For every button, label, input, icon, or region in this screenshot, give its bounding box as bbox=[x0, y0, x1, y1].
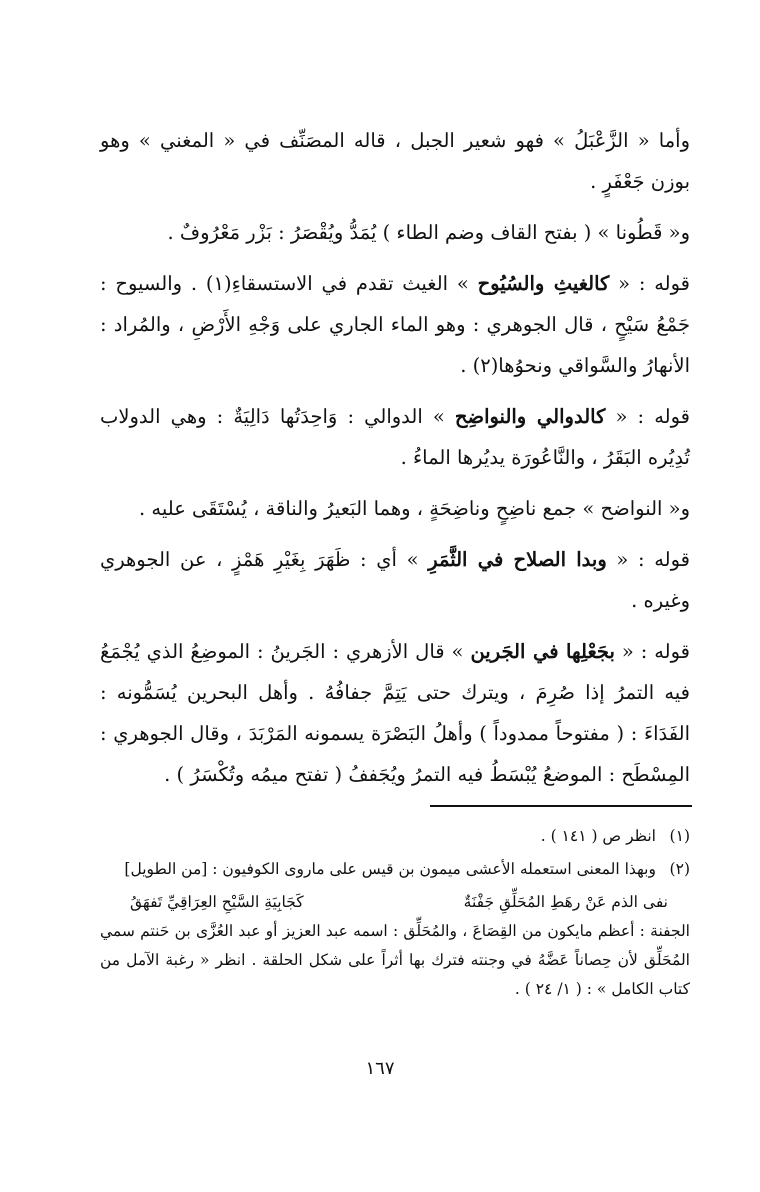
verse-hemistich-1: نفى الذم عَنْ رهَطِ المُحَلِّقِ جَفْنَةٌ bbox=[463, 893, 668, 911]
paragraph-nawadih bbox=[100, 488, 690, 529]
verse-line bbox=[100, 888, 690, 917]
footnote-1 bbox=[100, 822, 690, 851]
verse-hemistich-2: كَجَابِيَةِ السَّيْحِ العِرَاقِيِّ تَفهَقُ bbox=[130, 893, 304, 911]
paragraph-text: و« النواضح » جمع ناضِحٍ وناضِحَةٍ ، وهما البَعيرُ والناقة ، يُسْتَقَى عليه . bbox=[139, 497, 690, 520]
paragraph-dawali bbox=[100, 396, 690, 478]
paragraph-text: » الغيث تقدم في الاستسقاءِ(١) . والسيوح : جَمْعُ سَيْحٍ ، قال الجوهري : وهو الماء الجاري على وَجْهِ الأَرْضِ ، والمُراد : الأنهارُ والسَّواقي ونحوُها(٢) . bbox=[100, 272, 690, 377]
footnotes bbox=[100, 822, 690, 1004]
footnote-divider bbox=[430, 805, 692, 807]
main-text bbox=[100, 120, 690, 805]
paragraph-text: و« قَطُونا » ( بفتح القاف وضم الطاء ) يُمَدُّ ويُقْصَرُ : بَزْر مَعْرُوفٌ . bbox=[167, 221, 690, 244]
paragraph-lead: قوله : « bbox=[605, 405, 690, 428]
paragraph-lead: قوله : « bbox=[606, 548, 690, 571]
paragraph-lead: قوله : « bbox=[609, 272, 690, 295]
paragraph-jarin bbox=[100, 631, 690, 795]
footnote-number: (٢) bbox=[669, 860, 690, 878]
paragraph-qatuna bbox=[100, 212, 690, 253]
paragraph-heading: كالدوالي والنواضِح bbox=[454, 405, 606, 428]
footnote-text: انظر ص ( ١٤١ ) . bbox=[540, 827, 656, 845]
paragraph-heading: كالغيثِ والسُيُوح bbox=[477, 272, 610, 295]
paragraph-heading: وبدا الصلاح في الثَّمَرِ bbox=[428, 548, 607, 571]
footnote-number: (١) bbox=[669, 827, 690, 845]
footnote-text: وبهذا المعنى استعمله الأعشى ميمون بن قيس على ماروى الكوفيون : [من الطويل] bbox=[124, 860, 656, 878]
paragraph-text: » قال الأزهري : الجَرينُ : الموضِعُ الذي يُجْمَعُ فيه التمرُ إذا صُرِمَ ، ويترك حتى يَتِمَّ جفافُهُ . وأهل البحرين يُسَمُّونه : الفَدَاءَ : ( مفتوحاً ممدوداً ) وأهلُ البَصْرَة يسمونه المَرْبَدَ ، وقال الجوهري : المِسْطَح : الموضعُ يُبْسَطُ فيه التمرُ ويُجَففُ ( تفتح ميمُه وتُكْسَرُ ) . bbox=[100, 640, 690, 786]
footnote-2 bbox=[100, 855, 690, 884]
paragraph-text: » أي : ظَهَرَ بِغَيْرِ هَمْزٍ ، عن الجوهري وغيره . bbox=[100, 548, 690, 612]
paragraph-salah bbox=[100, 539, 690, 621]
paragraph-ghaith bbox=[100, 263, 690, 386]
paragraph-heading: بجَعْلِها في الجَرين bbox=[470, 640, 615, 663]
paragraph-text: وأما « الزَّعْبَلُ » فهو شعير الجبل ، قاله المصَنِّف في « المغني » وهو بوزن جَعْفَرٍ . bbox=[100, 129, 690, 193]
paragraph-lead: قوله : « bbox=[614, 640, 691, 663]
footnote-2-continuation: الجفنة : أعظم مايكون من القِصَاعَ ، والمُحَلِّق : اسمه عبد العزيز أو عبد العُزَّى بن حَنتم سمي المُحَلِّق لأن حِصاناً عَضَّهُ في وجنته فترك بها أثراً على شكل الحلقة . انظر « رغبة الآمل من كتاب الكامل » : ( ١/ ٢٤ ) . bbox=[100, 922, 690, 998]
page-number: ١٦٧ bbox=[365, 1058, 395, 1079]
paragraph-zabal bbox=[100, 120, 690, 202]
paragraph-text: » الدوالي : وَاحِدَتُها دَالِيَةٌ : وهي الدولاب تُدِيُره البَقَرُ ، والنَّاعُورَة يديُرها الماءُ . bbox=[100, 405, 690, 469]
